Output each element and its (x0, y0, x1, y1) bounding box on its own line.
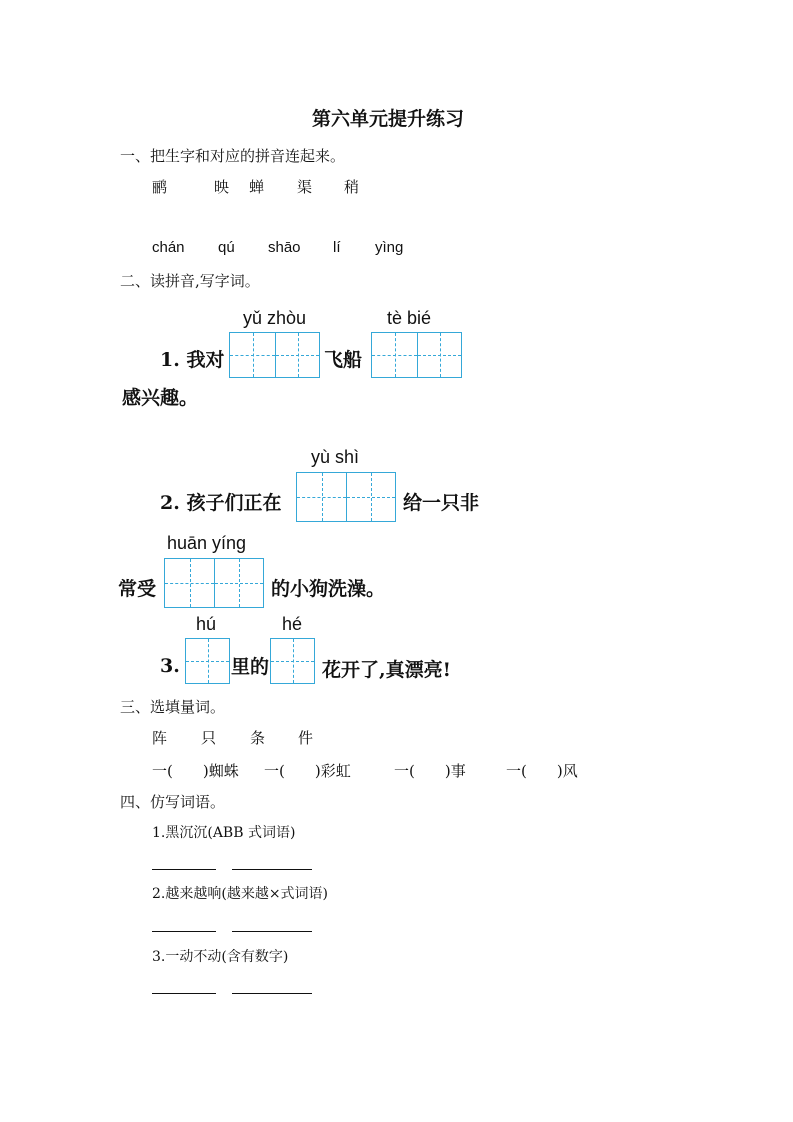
char-item: 映 (214, 178, 230, 196)
fill-blank[interactable]: 一( )事 (394, 762, 466, 780)
pinyin-item: shāo (268, 239, 301, 256)
pinyin-item: yìng (375, 239, 404, 256)
pinyin-item: lí (333, 239, 341, 256)
imitation-item: 1.黑沉沉(ABB 式词语) (152, 825, 296, 841)
measure-word-blanks (0, 760, 793, 782)
measure-word: 条 (250, 729, 266, 747)
sentence-text: 花开了,真漂亮! (322, 659, 451, 681)
char-item: 鹂 (152, 178, 168, 196)
section-2-heading: 二、读拼音,写字词。 (120, 272, 260, 290)
sentence-text: 飞船 (324, 349, 363, 371)
sentence-text: 给一只非 (403, 492, 480, 514)
answer-line[interactable] (152, 931, 216, 932)
char-row (0, 176, 793, 198)
writing-box[interactable] (270, 638, 315, 684)
fill-blank[interactable]: 一( )彩虹 (264, 762, 351, 780)
sentence-text: 常受 (118, 578, 157, 600)
writing-box[interactable] (164, 558, 264, 608)
section-1-heading: 一、把生字和对应的拼音连起来。 (120, 147, 346, 165)
answer-line[interactable] (232, 931, 312, 932)
sentence-text: 的小狗洗澡。 (271, 578, 386, 600)
section-3-heading: 三、选填量词。 (120, 698, 226, 716)
pinyin-hint: hú (196, 614, 217, 634)
writing-box[interactable] (371, 332, 462, 378)
char-item: 蝉 (249, 178, 265, 196)
pinyin-hint: yǔ zhòu (243, 308, 307, 328)
answer-line[interactable] (232, 993, 312, 994)
measure-word: 只 (201, 729, 217, 747)
answer-line[interactable] (232, 869, 312, 870)
pinyin-hint: huān yíng (167, 533, 247, 553)
page-title: 第六单元提升练习 (312, 108, 465, 130)
answer-line[interactable] (152, 993, 216, 994)
fill-blank[interactable]: 一( )蜘蛛 (152, 762, 239, 780)
sentence-text: 里的 (231, 656, 270, 678)
fill-blank[interactable]: 一( )风 (506, 762, 578, 780)
writing-box[interactable] (296, 472, 396, 522)
question-number: 3. (160, 655, 180, 677)
pinyin-hint: tè bié (387, 308, 432, 328)
pinyin-hint: yù shì (311, 447, 360, 467)
char-item: 稍 (344, 178, 360, 196)
pinyin-row (0, 239, 793, 261)
pinyin-item: chán (152, 239, 185, 256)
writing-box[interactable] (229, 332, 320, 378)
measure-word: 阵 (152, 729, 168, 747)
pinyin-item: qú (218, 239, 235, 256)
pinyin-hint: hé (282, 614, 303, 634)
measure-word: 件 (298, 729, 314, 747)
sentence-text: 感兴趣。 (122, 387, 199, 409)
writing-box[interactable] (185, 638, 230, 684)
imitation-item: 2.越来越响(越来越×式词语) (152, 886, 329, 902)
answer-line[interactable] (152, 869, 216, 870)
measure-word-options (0, 727, 793, 749)
sentence-text: 1. 我对 (160, 349, 225, 371)
section-4-heading: 四、仿写词语。 (120, 793, 226, 811)
sentence-text: 2. 孩子们正在 (160, 492, 282, 514)
imitation-item: 3.一动不动(含有数字) (152, 949, 289, 965)
char-item: 渠 (297, 178, 313, 196)
